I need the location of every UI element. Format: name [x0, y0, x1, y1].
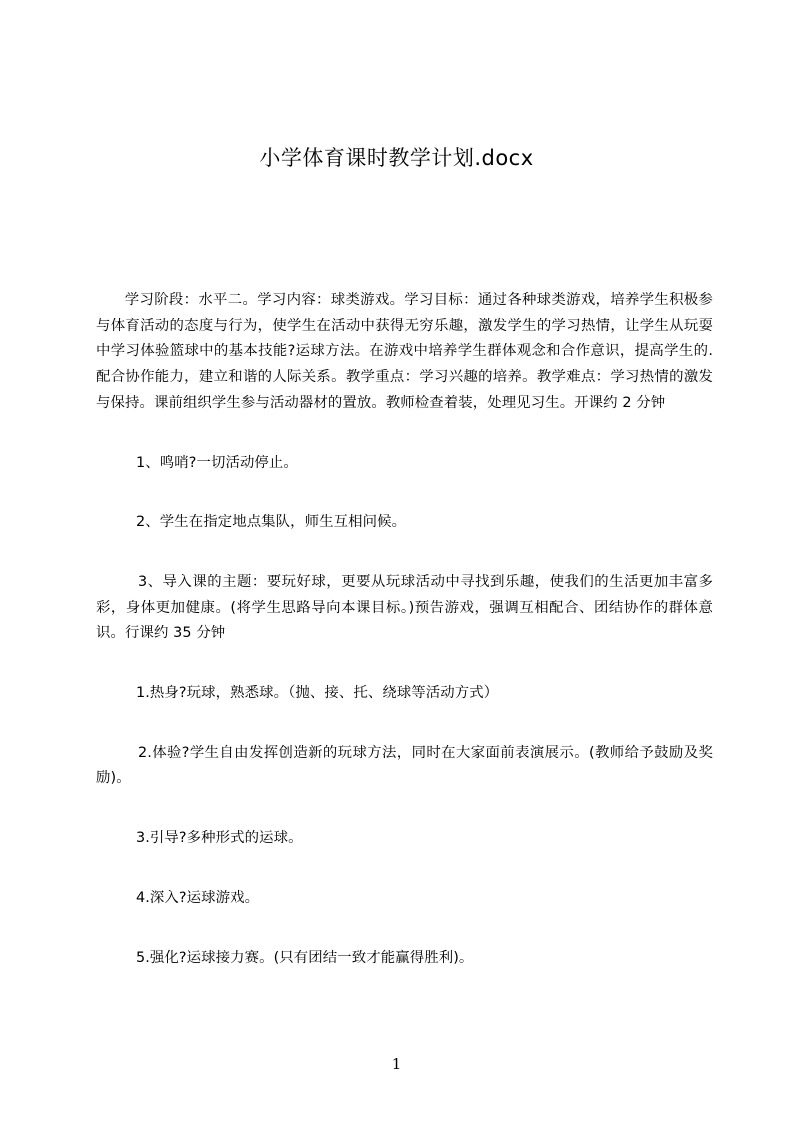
document-title: 小学体育课时教学计划.docx	[259, 146, 534, 170]
paragraph-intro: 学习阶段：水平二。学习内容：球类游戏。学习目标：通过各种球类游戏，培养学生积极参与体育活动的态度与行为，使学生在活动中获得无穷乐趣，激发学生的学习热情，让学生从玩耍中学习体验篮球中的基本技能?运球方法。在游戏中培养学生群体观念和合作意识，提高学生的.配合协作能力，建立和谐的人际关系。教学重点：学习兴趣的培养。教学难点：学习热情的激发与保持。课前组织学生参与活动器材的置放。教师检查着装，处理见习生。开课约 2 分钟	[96, 292, 713, 411]
paragraph-activity-4: 4.深入?运球游戏。	[136, 889, 260, 906]
paragraph-activity-3: 3.引导?多种形式的运球。	[136, 830, 303, 847]
page-number: 1	[391, 1055, 402, 1073]
paragraph-activity-2: 2.体验?学生自由发挥创造新的玩球方法，同时在大家面前表演展示。(教师给予鼓励及奖励)。	[96, 744, 713, 787]
paragraph-step-2: 2、学生在指定地点集队，师生互相问候。	[136, 514, 407, 531]
paragraph-step-1: 1、鸣哨?一切活动停止。	[136, 454, 298, 471]
paragraph-activity-5: 5.强化?运球接力赛。(只有团结一致才能赢得胜利)。	[136, 949, 474, 966]
paragraph-step-3: 3、导入课的主题：要玩好球，更要从玩球活动中寻找到乐趣，使我们的生活更加丰富多彩，身体更加健康。(将学生思路导向本课目标。)预告游戏，强调互相配合、团结协作的群体意识。行课约 35 分钟	[96, 573, 713, 642]
document-body	[96, 288, 713, 971]
paragraph-activity-1: 1.热身?玩球，熟悉球。（抛、接、托、绕球等活动方式）	[136, 685, 499, 702]
